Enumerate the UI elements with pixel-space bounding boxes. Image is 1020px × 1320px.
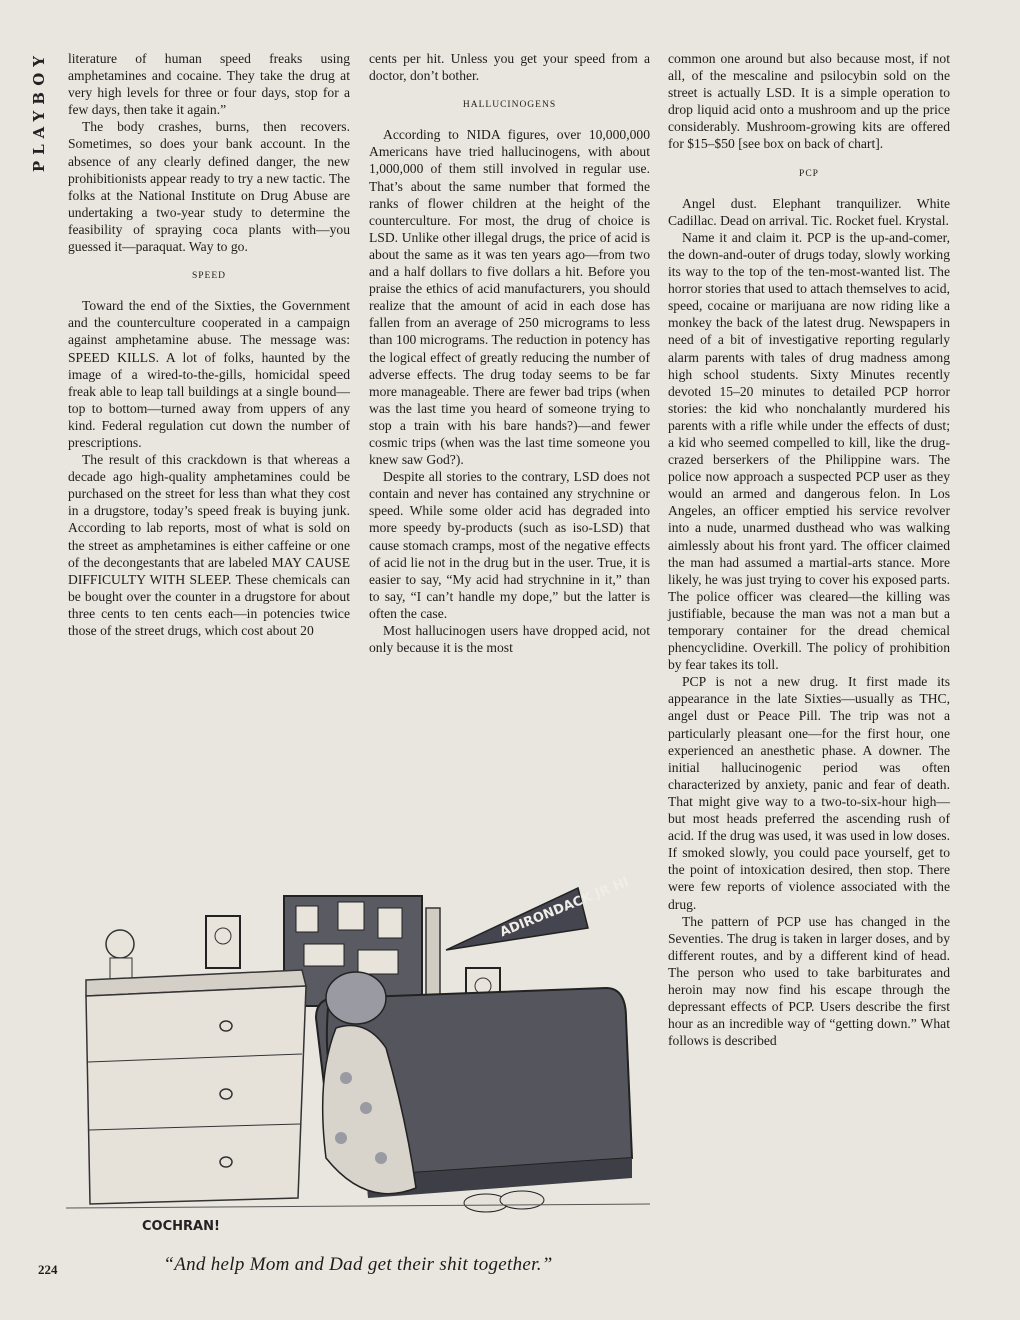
paragraph: Toward the end of the Sixties, the Government and the counterculture cooperated in a campaign against amphetamine abuse. The message was: SPEED KILLS. A lot of folks, haunted by the image of a wired-to-the-gills, homicidal speed freak able to leap tall buildings at a single bound—top to bottom—turned away from uppers of any kind. Federal regulation cut down the number of prescriptions. [68,298,350,450]
section-heading-pcp: PCP [799,168,819,179]
paragraph: The body crashes, burns, then recovers. Sometimes, so does your bank account. In the absence of any clearly defined danger, the new prohibitionists appear ready to try a new tactic. The folks at the National Institute on Drug Abuse are undertaking a two-year study to determine the feasibility of spraying coca plants with—you guessed it—paraquat. Way to go. [68,119,350,255]
section-heading-hallucinogens: HALLUCINOGENS [462,100,557,111]
paragraph: Name it and claim it. PCP is the up-and-comer, the down-and-outer of drugs today, slowly working its way to the top of the ten-most-wanted list. The horror stories that used to attach themselves to acid, speed, cocaine or marijuana are now riding like a monkey the back of the latest drug. Newspapers in need of a bit of investigative reporting regularly alarm parents with tales of drug madness among high school students. Sixty Minutes recently devoted 15–20 minutes to detailed PCP horror stories: the kid who nonchalantly murdered his parents with a rifle while under the effects of dust; a kid who seemed compelled to kill, like the drug-crazed berserkers of the Philippine wars. The police now approach a suspected PCP user as they would an armed and dangerous felon. In Los Angeles, an officer emptied his service revolver into a nude, unarmed dusthead who was walking aimlessly about his front yard. The officer claimed the man had assumed a martial-arts stance. More likely, he was just trying to cover his exposed parts. The police officer was cleared—the killing was justifiable, because the man was not a man but a temporary container for the dread chemical phencyclidine. Overkill. The policy of prohibition by fear takes its toll. [668,229,950,673]
column-3 [668,50,950,1049]
column-2 [369,50,650,656]
section-heading-speed: SPEED [191,271,227,282]
page-number: 224 [38,1262,58,1277]
paragraph: literature of human speed freaks using amphetamines and cocaine. They take the drug at very high levels for three or four days, stop for a few days, then take it again.” [68,51,350,118]
paragraph: According to NIDA figures, over 10,000,000 Americans have tried hallucinogens, with about 1,000,000 of them still involved in regular use. That’s about the same number that formed the ranks of flower children at the height of the counterculture. For most, the drug of choice is LSD. Unlike other illegal drugs, the price of acid is about the same as it was ten years ago—from two and a half dollars to five dollars a hit. Before you praise the ethics of acid manufacturers, you should realize that the amount of acid in each dose has fallen from an average of 250 micrograms to less than 100 micrograms. The reduction in potency has the logical effect of greatly reducing the number of adverse effects. The drug today seems to be far more manageable. There are fewer bad trips (when was the last time you heard of someone trying to stop a train with his bare hands?)—and fewer cosmic trips (when was the last time someone you knew saw God?). [369,127,650,468]
paragraph: Most hallucinogen users have dropped acid, not only because it is the most [369,623,650,656]
paragraph: common one around but also because most, if not all, of the mescaline and psilocybin sold on the street is actually LSD. It is a simple operation to drop liquid acid onto a mushroom and up the price considerably. Mushroom-growing kits are offered for $15–$50 [see box on back of chart]. [668,51,950,152]
pennant-text: ADIRONDACK JR HI [497,874,632,941]
cartoon-caption: “And help Mom and Dad get their shit together.” [163,1254,553,1275]
paragraph: The pattern of PCP use has changed in the Seventies. The drug is taken in larger doses, and by different routes, and by a different kind of head. The person who used to take barbiturates and heroin may now find his escape through the depressant effects of PCP. Users describe the first hour as an incredible way of “getting down.” What follows is described [668,913,950,1049]
paragraph: cents per hit. Unless you get your speed from a doctor, don’t bother. [369,51,650,84]
cartoon-illustration [66,858,650,1240]
paragraph: Despite all stories to the contrary, LSD does not contain and never has contained any strychnine or speed. While some older acid has degraded into more speedy by-products (such as iso-LSD) that cause stomach cramps, most of the negative effects of acid lie not in the drug but in the user. True, it is easier to say, “My acid had strychnine in it,” than to say, “I can’t handle my dope,” but the latter is often the case. [369,469,650,621]
paragraph: PCP is not a new drug. It first made its appearance in the late Sixties—usually as THC, angel dust or Peace Pill. The trip was not a particularly pleasant one—for the first hour, one experienced an anesthetic phase. A downer. The initial hallucinogenic period was often characterized by anxiety, panic and fear of death. That might give way to a two-to-six-hour high—but most heads preferred the ascending rush of acid. If the drug was used, it was used in low doses. If smoked slowly, you could pace yourself, get to the point of intoxication desired, then stop. There were few reports of violence associated with the drug. [668,674,950,912]
cartoon-signature: COCHRAN! [142,1219,220,1234]
column-1 [68,50,350,639]
masthead-label: PLAYBOY [30,50,48,173]
paragraph: The result of this crackdown is that whereas a decade ago high-quality amphetamines could be purchased on the street for less than what they cost in a drugstore, today’s speed freak is buying junk. According to lab reports, most of what is sold on the street as amphetamines is either caffeine or one of the decongestants that are labeled MAY CAUSE DIFFICULTY WITH SLEEP. These chemicals can be bought over the counter in a drugstore for about three cents to ten cents each—in potencies twice those of the street drugs, which cost about 20 [68,452,350,638]
paragraph: Angel dust. Elephant tranquilizer. White Cadillac. Dead on arrival. Tic. Rocket fuel. Krystal. [668,195,950,228]
